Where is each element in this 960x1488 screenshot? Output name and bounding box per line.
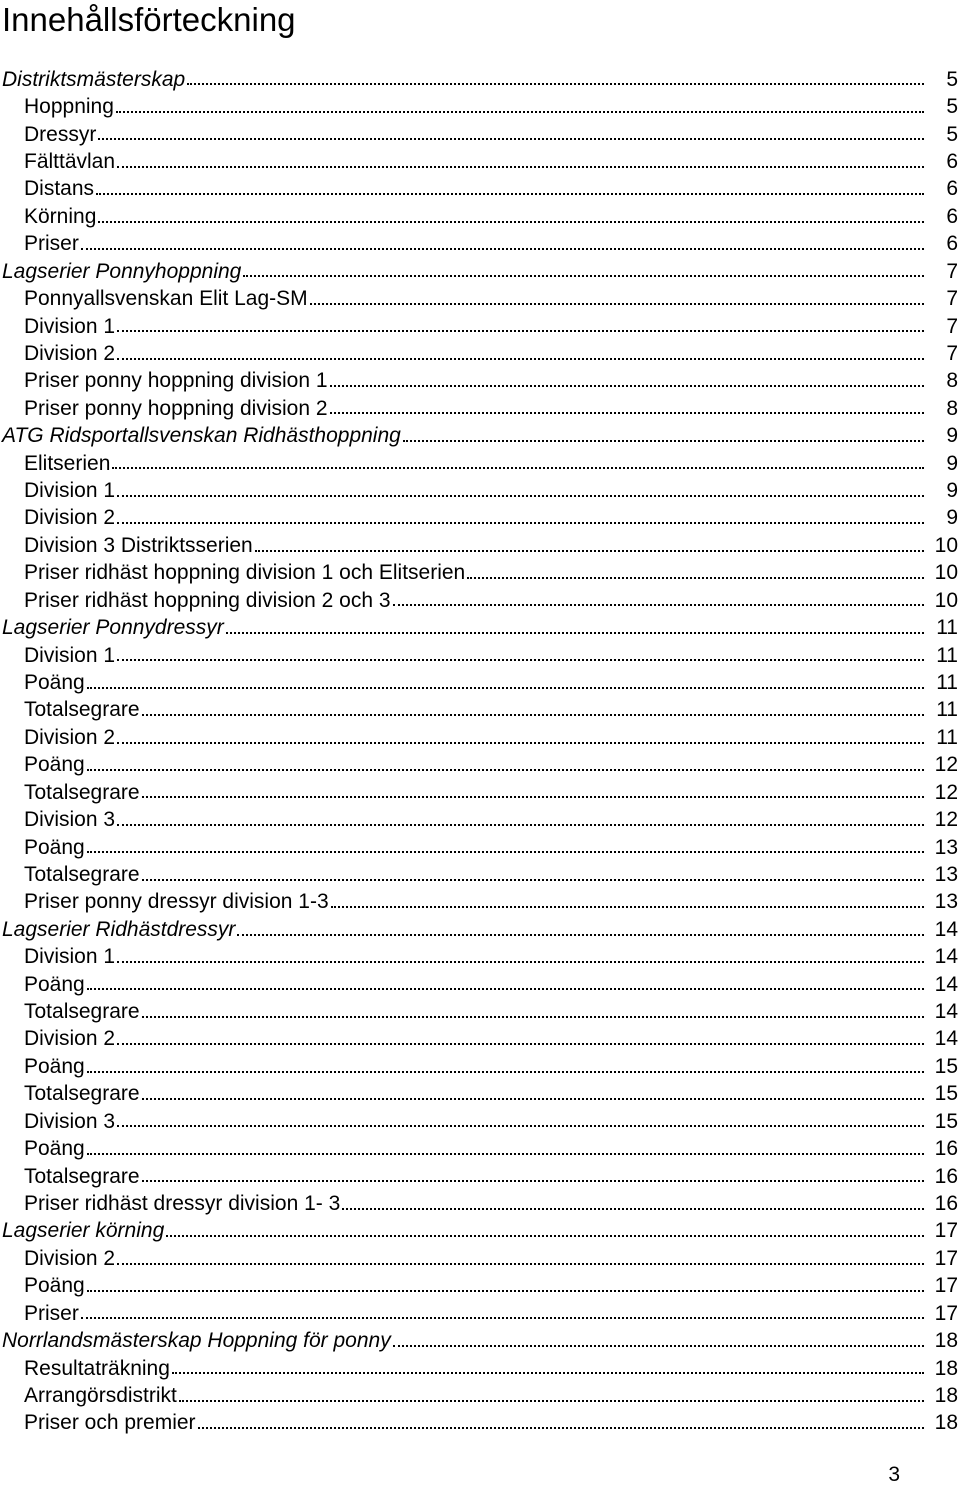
toc-entry-page-number: 18 xyxy=(934,1329,958,1353)
toc-subsection-entry[interactable] xyxy=(0,1135,960,1162)
toc-subsection-entry[interactable] xyxy=(0,1081,960,1108)
toc-entry-page-number: 17 xyxy=(934,1246,958,1270)
dot-leader xyxy=(87,851,924,853)
toc-subsection-entry[interactable] xyxy=(0,697,960,724)
toc-subsection-entry[interactable] xyxy=(0,1300,960,1327)
dot-leader xyxy=(310,303,924,305)
toc-section-entry[interactable] xyxy=(0,614,960,641)
dot-leader xyxy=(117,358,924,360)
toc-entry-label: Totalsegrare xyxy=(24,1000,140,1024)
dot-leader xyxy=(87,687,924,689)
dot-leader xyxy=(330,412,924,414)
toc-subsection-entry[interactable] xyxy=(0,450,960,477)
toc-entry-page-number: 9 xyxy=(946,479,958,503)
toc-entry-label: ATG Ridsportallsvenskan Ridhästhoppning xyxy=(2,424,401,448)
toc-entry-page-number: 8 xyxy=(946,369,958,393)
toc-subsection-entry[interactable] xyxy=(0,1108,960,1135)
toc-entry-label: Priser xyxy=(24,1301,79,1325)
toc-entry-label: Totalsegrare xyxy=(24,862,140,886)
dot-leader xyxy=(117,659,924,661)
dot-leader xyxy=(187,83,924,85)
toc-subsection-entry[interactable] xyxy=(0,477,960,504)
toc-entry-label: Lagserier körning xyxy=(2,1219,165,1243)
toc-subsection-entry[interactable] xyxy=(0,285,960,312)
toc-entry-page-number: 8 xyxy=(946,396,958,420)
toc-subsection-entry[interactable] xyxy=(0,1355,960,1382)
toc-entry-label: Priser ponny dressyr division 1-3 xyxy=(24,890,329,914)
toc-entry-page-number: 6 xyxy=(946,232,958,256)
dot-leader xyxy=(142,1098,924,1100)
dot-leader xyxy=(342,1208,924,1210)
dot-leader xyxy=(166,1235,924,1237)
toc-entry-page-number: 14 xyxy=(934,972,958,996)
toc-subsection-entry[interactable] xyxy=(0,971,960,998)
toc-subsection-entry[interactable] xyxy=(0,1382,960,1409)
toc-entry-label: Priser xyxy=(24,232,79,256)
toc-subsection-entry[interactable] xyxy=(0,1163,960,1190)
toc-entry-label: Division 1 xyxy=(24,643,116,667)
toc-entry-page-number: 11 xyxy=(936,643,958,667)
toc-entry-label: Totalsegrare xyxy=(24,780,140,804)
dot-leader xyxy=(87,1071,924,1073)
toc-entry-page-number: 16 xyxy=(934,1137,958,1161)
toc-entry-label: Priser och premier xyxy=(24,1411,196,1435)
dot-leader xyxy=(117,961,924,963)
dot-leader xyxy=(117,522,924,524)
dot-leader xyxy=(98,221,924,223)
toc-entry-label: Division 2 xyxy=(24,506,116,530)
toc-entry-label: Totalsegrare xyxy=(24,698,140,722)
dot-leader xyxy=(117,824,924,826)
toc-subsection-entry[interactable] xyxy=(0,176,960,203)
toc-entry-page-number: 14 xyxy=(934,1027,958,1051)
toc-subsection-entry[interactable] xyxy=(0,93,960,120)
toc-entry-label: Priser ponny hoppning division 1 xyxy=(24,369,328,393)
dot-leader xyxy=(198,1427,924,1429)
toc-subsection-entry[interactable] xyxy=(0,395,960,422)
toc-entry-label: Dressyr xyxy=(24,122,97,146)
toc-entry-label: Division 3 xyxy=(24,1109,116,1133)
toc-subsection-entry[interactable] xyxy=(0,231,960,258)
dot-leader xyxy=(393,604,924,606)
toc-section-entry[interactable] xyxy=(0,1327,960,1354)
toc-entry-label: Priser ridhäst hoppning division 2 och 3 xyxy=(24,588,391,612)
toc-entry-page-number: 11 xyxy=(936,670,958,694)
toc-subsection-entry[interactable] xyxy=(0,779,960,806)
toc-subsection-entry[interactable] xyxy=(0,806,960,833)
page-title: Innehållsförteckning xyxy=(2,1,296,38)
toc-section-entry[interactable] xyxy=(0,422,960,449)
toc-subsection-entry[interactable] xyxy=(0,669,960,696)
dot-leader xyxy=(467,577,924,579)
toc-subsection-entry[interactable] xyxy=(0,998,960,1025)
toc-entry-label: Poäng xyxy=(24,835,85,859)
dot-leader xyxy=(117,330,924,332)
dot-leader xyxy=(87,988,924,990)
dot-leader xyxy=(117,742,924,744)
toc-entry-page-number: 7 xyxy=(946,259,958,283)
toc-entry-label: Division 2 xyxy=(24,1246,116,1270)
dot-leader xyxy=(87,1290,924,1292)
toc-entry-page-number: 18 xyxy=(934,1356,958,1380)
toc-entry-label: Poäng xyxy=(24,1054,85,1078)
page-number: 3 xyxy=(888,1463,900,1486)
dot-leader xyxy=(179,1400,924,1402)
toc-entry-label: Division 3 xyxy=(24,808,116,832)
toc-subsection-entry[interactable] xyxy=(0,313,960,340)
toc-entry-label: Distriktsmästerskap xyxy=(2,67,186,91)
toc-section-entry[interactable] xyxy=(0,258,960,285)
toc-entry-label: Distans xyxy=(24,177,95,201)
toc-entry-page-number: 13 xyxy=(934,835,958,859)
toc-entry-page-number: 9 xyxy=(946,451,958,475)
toc-entry-label: Priser ponny hoppning division 2 xyxy=(24,396,328,420)
toc-entry-label: Division 2 xyxy=(24,1027,116,1051)
toc-entry-page-number: 17 xyxy=(934,1301,958,1325)
toc-entry-label: Lagserier Ponnyhoppning xyxy=(2,259,242,283)
toc-subsection-entry[interactable] xyxy=(0,203,960,230)
toc-subsection-entry[interactable] xyxy=(0,1190,960,1217)
toc-entry-label: Poäng xyxy=(24,1137,85,1161)
toc-subsection-entry[interactable] xyxy=(0,724,960,751)
dot-leader xyxy=(255,550,924,552)
toc-entry-page-number: 5 xyxy=(946,67,958,91)
toc-subsection-entry[interactable] xyxy=(0,560,960,587)
dot-leader xyxy=(331,906,924,908)
toc-entry-page-number: 15 xyxy=(934,1082,958,1106)
toc-entry-label: Körning xyxy=(24,204,97,228)
dot-leader xyxy=(81,248,924,250)
dot-leader xyxy=(142,714,924,716)
toc-entry-label: Division 1 xyxy=(24,479,116,503)
toc-entry-page-number: 6 xyxy=(946,204,958,228)
toc-entry-page-number: 12 xyxy=(934,780,958,804)
toc-entry-page-number: 14 xyxy=(934,945,958,969)
dot-leader xyxy=(172,1372,924,1374)
toc-entry-label: Poäng xyxy=(24,972,85,996)
toc-entry-label: Resultaträkning xyxy=(24,1356,170,1380)
dot-leader xyxy=(117,495,924,497)
dot-leader xyxy=(81,1317,924,1319)
toc-entry-label: Norrlandsmästerskap Hoppning för ponny xyxy=(2,1329,391,1353)
toc-entry-page-number: 15 xyxy=(934,1109,958,1133)
dot-leader xyxy=(142,1180,924,1182)
toc-entry-label: Lagserier Ridhästdressyr xyxy=(2,917,236,941)
toc-entry-page-number: 13 xyxy=(934,862,958,886)
toc-entry-label: Totalsegrare xyxy=(24,1164,140,1188)
toc-entry-page-number: 10 xyxy=(934,561,958,585)
dot-leader xyxy=(98,138,924,140)
toc-entry-page-number: 14 xyxy=(934,917,958,941)
toc-subsection-entry[interactable] xyxy=(0,368,960,395)
toc-entry-page-number: 12 xyxy=(934,753,958,777)
dot-leader xyxy=(117,1263,924,1265)
dot-leader xyxy=(87,1153,924,1155)
toc-entry-page-number: 5 xyxy=(946,95,958,119)
toc-section-entry[interactable] xyxy=(0,66,960,93)
toc-subsection-entry[interactable] xyxy=(0,1410,960,1437)
toc-entry-label: Poäng xyxy=(24,1274,85,1298)
toc-subsection-entry[interactable] xyxy=(0,944,960,971)
dot-leader xyxy=(393,1345,924,1347)
toc-subsection-entry[interactable] xyxy=(0,889,960,916)
toc-entry-page-number: 16 xyxy=(934,1192,958,1215)
toc-subsection-entry[interactable] xyxy=(0,834,960,861)
toc-entry-page-number: 13 xyxy=(934,890,958,914)
toc-entry-page-number: 5 xyxy=(946,122,958,146)
dot-leader xyxy=(403,440,924,442)
dot-leader xyxy=(117,1043,924,1045)
toc-entry-label: Lagserier Ponnydressyr xyxy=(2,616,224,640)
toc-entry-label: Hoppning xyxy=(24,95,114,119)
toc-entry-label: Division 2 xyxy=(24,341,116,365)
dot-leader xyxy=(243,275,924,277)
toc-subsection-entry[interactable] xyxy=(0,1245,960,1272)
toc-entry-label: Division 1 xyxy=(24,314,116,338)
toc-entry-page-number: 10 xyxy=(934,533,958,557)
toc-entry-page-number: 6 xyxy=(946,177,958,201)
toc-entry-page-number: 7 xyxy=(946,314,958,338)
table-of-contents xyxy=(0,66,960,1437)
toc-subsection-entry[interactable] xyxy=(0,532,960,559)
toc-subsection-entry[interactable] xyxy=(0,340,960,367)
toc-entry-label: Priser ridhäst dressyr division 1- 3 xyxy=(24,1192,341,1215)
toc-subsection-entry[interactable] xyxy=(0,1026,960,1053)
toc-entry-label: Elitserien xyxy=(24,451,111,475)
toc-entry-page-number: 17 xyxy=(934,1274,958,1298)
dot-leader xyxy=(330,385,924,387)
dot-leader xyxy=(96,193,924,195)
dot-leader xyxy=(226,632,924,634)
toc-subsection-entry[interactable] xyxy=(0,642,960,669)
toc-entry-label: Division 2 xyxy=(24,725,116,749)
toc-entry-label: Poäng xyxy=(24,670,85,694)
toc-entry-label: Division 1 xyxy=(24,945,116,969)
dot-leader xyxy=(117,166,924,168)
dot-leader xyxy=(112,467,924,469)
toc-entry-page-number: 17 xyxy=(934,1219,958,1243)
toc-entry-page-number: 18 xyxy=(934,1411,958,1435)
toc-entry-page-number: 11 xyxy=(936,725,958,749)
toc-entry-page-number: 7 xyxy=(946,287,958,311)
toc-entry-page-number: 15 xyxy=(934,1054,958,1078)
dot-leader xyxy=(142,1016,924,1018)
toc-subsection-entry[interactable] xyxy=(0,752,960,779)
toc-entry-page-number: 16 xyxy=(934,1164,958,1188)
dot-leader xyxy=(117,1125,924,1127)
toc-section-entry[interactable] xyxy=(0,1218,960,1245)
toc-entry-label: Totalsegrare xyxy=(24,1082,140,1106)
toc-entry-page-number: 10 xyxy=(934,588,958,612)
toc-subsection-entry[interactable] xyxy=(0,1273,960,1300)
toc-entry-page-number: 11 xyxy=(936,698,958,722)
toc-entry-label: Fälttävlan xyxy=(24,149,116,173)
toc-entry-label: Priser ridhäst hoppning division 1 och Elitserien xyxy=(24,561,466,585)
toc-subsection-entry[interactable] xyxy=(0,1053,960,1080)
dot-leader xyxy=(237,934,924,936)
toc-entry-page-number: 7 xyxy=(946,341,958,365)
toc-entry-label: Poäng xyxy=(24,753,85,777)
toc-entry-page-number: 12 xyxy=(934,808,958,832)
toc-entry-label: Division 3 Distriktsserien xyxy=(24,533,253,557)
toc-entry-page-number: 18 xyxy=(934,1383,958,1407)
toc-subsection-entry[interactable] xyxy=(0,148,960,175)
toc-subsection-entry[interactable] xyxy=(0,505,960,532)
toc-entry-page-number: 14 xyxy=(934,1000,958,1024)
toc-entry-label: Ponnyallsvenskan Elit Lag-SM xyxy=(24,287,308,311)
dot-leader xyxy=(116,111,924,113)
toc-section-entry[interactable] xyxy=(0,916,960,943)
toc-entry-page-number: 9 xyxy=(946,506,958,530)
toc-entry-page-number: 11 xyxy=(936,616,958,640)
toc-subsection-entry[interactable] xyxy=(0,861,960,888)
dot-leader xyxy=(87,769,924,771)
toc-entry-label: Arrangörsdistrikt xyxy=(24,1383,177,1407)
toc-entry-page-number: 6 xyxy=(946,149,958,173)
toc-entry-page-number: 9 xyxy=(946,424,958,448)
dot-leader xyxy=(142,879,924,881)
toc-subsection-entry[interactable] xyxy=(0,121,960,148)
toc-subsection-entry[interactable] xyxy=(0,587,960,614)
dot-leader xyxy=(142,796,924,798)
